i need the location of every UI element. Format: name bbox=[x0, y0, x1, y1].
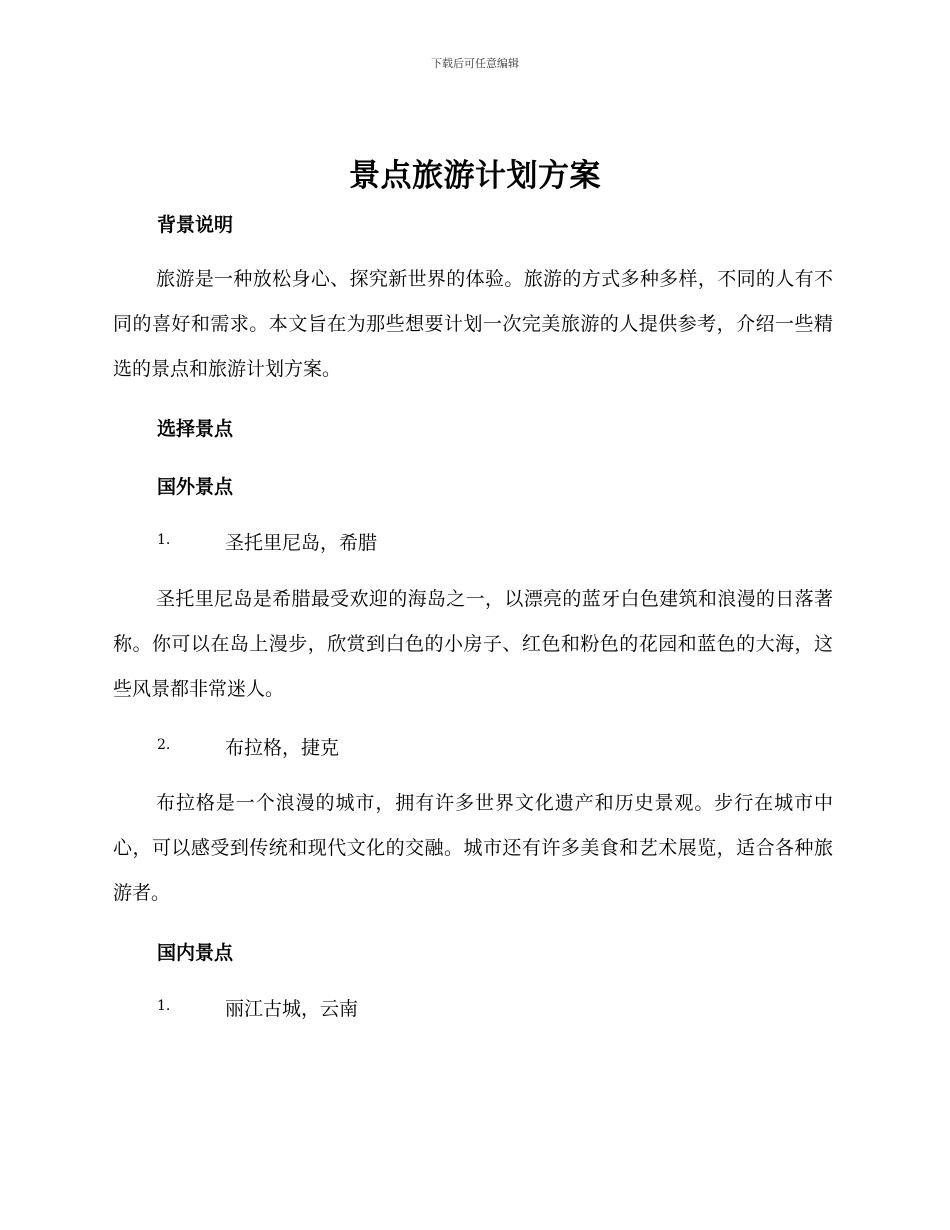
document-title: 景点旅游计划方案 bbox=[349, 158, 601, 194]
list-item-title: 圣托里尼岛，希腊 bbox=[225, 532, 378, 554]
background-paragraph: 旅游是一种放松身心、探究新世界的体验。旅游的方式多种多样，不同的人有不同的喜好和需求。本文旨在为那些想要计划一次完美旅游的人提供参考，介绍一些精选的景点和旅游计划方案。 bbox=[113, 268, 833, 380]
page-header-note: 下载后可任意编辑 bbox=[431, 57, 519, 70]
list-item-title: 布拉格，捷克 bbox=[225, 737, 340, 759]
section-heading-foreign: 国外景点 bbox=[157, 476, 234, 498]
list-number: 2. bbox=[157, 737, 171, 753]
list-number: 1. bbox=[157, 532, 171, 548]
santorini-paragraph: 圣托里尼岛是希腊最受欢迎的海岛之一，以漂亮的蓝牙白色建筑和浪漫的日落著称。你可以在岛上漫步，欣赏到白色的小房子、红色和粉色的花园和蓝色的大海，这些风景都非常迷人。 bbox=[113, 588, 833, 700]
section-heading-choose: 选择景点 bbox=[157, 418, 234, 440]
prague-paragraph: 布拉格是一个浪漫的城市，拥有许多世界文化遗产和历史景观。步行在城市中心，可以感受到传统和现代文化的交融。城市还有许多美食和艺术展览，适合各种旅游者。 bbox=[113, 792, 833, 904]
list-number: 1. bbox=[157, 998, 171, 1014]
section-heading-background: 背景说明 bbox=[157, 214, 234, 236]
section-heading-domestic: 国内景点 bbox=[157, 942, 234, 964]
list-item-title: 丽江古城，云南 bbox=[225, 998, 359, 1020]
